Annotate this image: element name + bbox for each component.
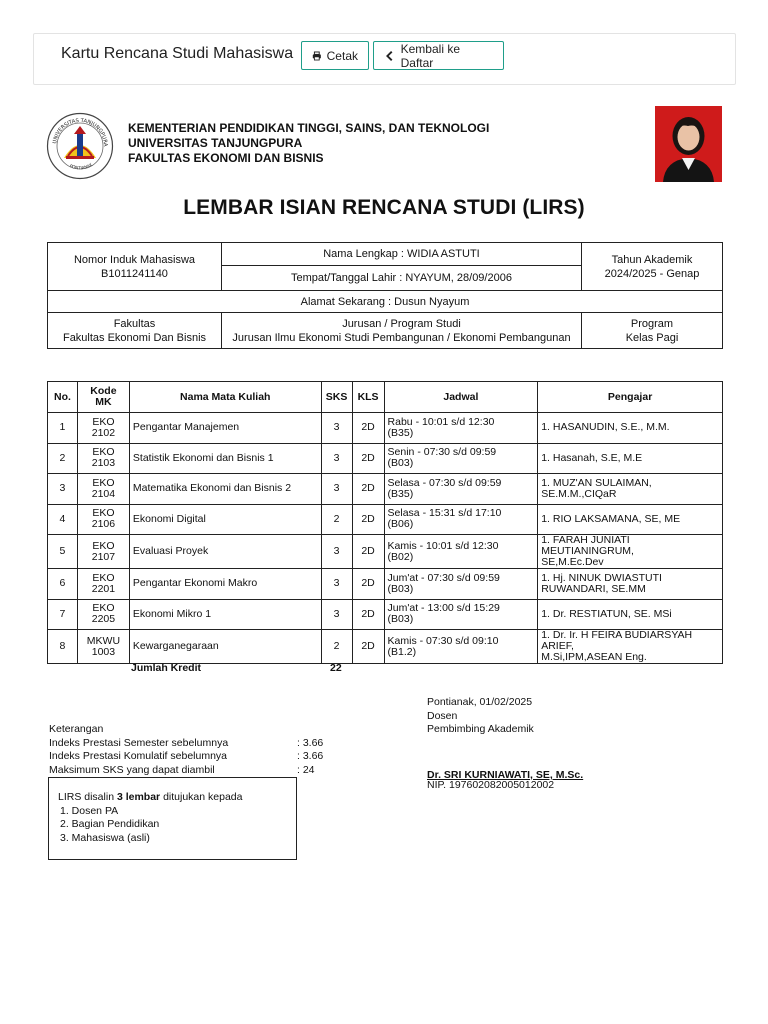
- ips-row: Indeks Prestasi Semester sebelumnya : 3.66: [49, 736, 324, 749]
- nim-value: B1011241140: [101, 267, 168, 280]
- course-schedule: Jum'at - 07:30 s/d 09:59 (B03): [384, 569, 538, 600]
- page-title: Kartu Rencana Studi Mahasiswa: [61, 45, 294, 62]
- university-logo: [46, 112, 114, 180]
- academic-year-value: 2024/2025 - Genap: [604, 267, 700, 280]
- course-schedule: Jum'at - 13:00 s/d 15:29 (B03): [384, 599, 538, 630]
- course-lecturer: 1. RIO LAKSAMANA, SE, ME: [538, 504, 723, 535]
- course-name: Kewarganegaraan: [129, 630, 321, 664]
- course-code: EKO 2102: [77, 413, 129, 444]
- major-value: Jurusan Ilmu Ekonomi Studi Pembangunan / Ekonomi Pembangunan: [232, 331, 571, 344]
- course-class: 2D: [352, 443, 384, 474]
- total-credits-value: 22: [330, 662, 342, 674]
- col-header-code: Kode MK: [77, 382, 129, 413]
- course-code: EKO 2104: [77, 474, 129, 505]
- course-schedule: Selasa - 15:31 s/d 17:10 (B06): [384, 504, 538, 535]
- address: Alamat Sekarang : Dusun Nyayum: [300, 295, 470, 308]
- copies-box: [48, 777, 297, 860]
- course-schedule: Kamis - 10:01 s/d 12:30 (B02): [384, 535, 538, 569]
- table-row: [48, 599, 723, 630]
- row-number: 2: [48, 443, 78, 474]
- program-label: Program: [630, 317, 674, 330]
- course-sks: 3: [321, 474, 352, 505]
- course-code: EKO 2106: [77, 504, 129, 535]
- course-table: [47, 381, 723, 664]
- course-sks: 3: [321, 535, 352, 569]
- course-class: 2D: [352, 413, 384, 444]
- course-name: Ekonomi Digital: [129, 504, 321, 535]
- course-lecturer: 1. Hasanah, S.E, M.E: [538, 443, 723, 474]
- faculty-label: Fakultas: [113, 317, 156, 330]
- notes-title: Keterangan: [49, 723, 104, 735]
- total-credits-label: Jumlah Kredit: [131, 662, 202, 674]
- course-lecturer: 1. HASANUDIN, S.E., M.M.: [538, 413, 723, 444]
- table-row: [48, 504, 723, 535]
- address-cell: [48, 290, 722, 313]
- course-schedule: Rabu - 10:01 s/d 12:30 (B35): [384, 413, 538, 444]
- col-header-no: No.: [48, 382, 78, 413]
- back-to-list-button[interactable]: [373, 41, 504, 70]
- course-name: Pengantar Manajemen: [129, 413, 321, 444]
- course-class: 2D: [352, 630, 384, 664]
- course-class: 2D: [352, 474, 384, 505]
- logo-text-bottom: PONTIANAK: [69, 161, 94, 171]
- advisor-nip: NIP. 197602082005012002: [427, 779, 555, 791]
- course-sks: 3: [321, 599, 352, 630]
- table-row: [48, 630, 723, 664]
- course-name: Evaluasi Proyek: [129, 535, 321, 569]
- course-code: EKO 2103: [77, 443, 129, 474]
- back-label: Kembali ke Daftar: [400, 41, 460, 70]
- nim-cell: [48, 243, 222, 290]
- copy-recipient: 1. Dosen PA: [60, 804, 119, 817]
- course-name: Ekonomi Mikro 1: [129, 599, 321, 630]
- course-lecturer: 1. Dr. Ir. H FEIRA BUDIARSYAH ARIEF, M.Si,IPM,ASEAN Eng.: [538, 630, 723, 664]
- institution-header: [128, 121, 489, 166]
- row-number: 7: [48, 599, 78, 630]
- program-cell: [582, 313, 722, 348]
- major-label: Jurusan / Program Studi: [342, 317, 461, 330]
- place-date: Pontianak, 01/02/2025: [427, 696, 533, 708]
- advisor-name: Dr. SRI KURNIAWATI, SE, M.Sc.: [427, 769, 584, 781]
- action-card: [33, 33, 736, 85]
- row-number: 6: [48, 569, 78, 600]
- signature-block: [427, 696, 584, 791]
- course-code: EKO 2201: [77, 569, 129, 600]
- course-lecturer: 1. Dr. RESTIATUN, SE. MSi: [538, 599, 723, 630]
- student-name: Nama Lengkap : WIDIA ASTUTI: [323, 248, 480, 260]
- print-button[interactable]: [301, 41, 369, 70]
- col-header-schedule: Jadwal: [384, 382, 538, 413]
- student-info-table: [47, 242, 723, 349]
- logo-text-top: UNIVERSITAS TANJUNGPURA: [52, 117, 109, 147]
- course-lecturer: 1. FARAH JUNIATI MEUTIANINGRUM, SE,M.Ec.Dev: [538, 535, 723, 569]
- course-schedule: Selasa - 07:30 s/d 09:59 (B35): [384, 474, 538, 505]
- row-number: 1: [48, 413, 78, 444]
- course-class: 2D: [352, 504, 384, 535]
- course-name: Matematika Ekonomi dan Bisnis 2: [129, 474, 321, 505]
- course-sks: 3: [321, 443, 352, 474]
- course-lecturer: 1. Hj. NINUK DWIASTUTI RUWANDARI, SE.MM: [538, 569, 723, 600]
- copy-recipient: 3. Mahasiswa (asli): [60, 831, 150, 844]
- academic-year-cell: [582, 243, 722, 290]
- print-icon: [312, 50, 322, 62]
- col-header-lecturer: Pengajar: [538, 382, 723, 413]
- notes-section: [49, 723, 323, 777]
- course-code: EKO 2205: [77, 599, 129, 630]
- row-number: 5: [48, 535, 78, 569]
- col-header-sks: SKS: [321, 382, 352, 413]
- col-header-kls: KLS: [352, 382, 384, 413]
- table-row: [48, 474, 723, 505]
- ipk-row: Indeks Prestasi Komulatif sebelumnya : 3.66: [49, 750, 324, 762]
- course-class: 2D: [352, 599, 384, 630]
- university-name: UNIVERSITAS TANJUNGPURA: [128, 136, 303, 150]
- chevron-left-icon: [384, 50, 396, 62]
- table-row: [48, 535, 723, 569]
- row-number: 4: [48, 504, 78, 535]
- major-cell: [222, 313, 582, 348]
- advisor-role-line1: Dosen: [427, 709, 458, 722]
- copy-recipient: 2. Bagian Pendidikan: [60, 818, 160, 830]
- course-sks: 3: [321, 569, 352, 600]
- ministry-name: KEMENTERIAN PENDIDIKAN TINGGI, SAINS, DAN TEKNOLOGI: [128, 121, 490, 135]
- course-lecturer: 1. MUZ'AN SULAIMAN, SE.M.M.,CIQaR: [538, 474, 723, 505]
- course-name: Pengantar Ekonomi Makro: [129, 569, 321, 600]
- course-sks: 2: [321, 630, 352, 664]
- faculty-cell: [48, 313, 222, 348]
- table-row: [48, 569, 723, 600]
- program-value: Kelas Pagi: [625, 331, 679, 344]
- faculty-value: Fakultas Ekonomi Dan Bisnis: [62, 331, 207, 344]
- course-schedule: Kamis - 07:30 s/d 09:10 (B1.2): [384, 630, 538, 664]
- course-class: 2D: [352, 535, 384, 569]
- advisor-role-line2: Pembimbing Akademik: [427, 723, 534, 735]
- table-row: [48, 443, 723, 474]
- document-title: LEMBAR ISIAN RENCANA STUDI (LIRS): [183, 196, 585, 219]
- print-label: Cetak: [326, 48, 358, 63]
- academic-year-label: Tahun Akademik: [611, 253, 693, 266]
- faculty-name: FAKULTAS EKONOMI DAN BISNIS: [128, 151, 324, 165]
- col-header-course: Nama Mata Kuliah: [129, 382, 321, 413]
- course-sks: 3: [321, 413, 352, 444]
- birth-cell: [222, 266, 582, 290]
- course-code: EKO 2107: [77, 535, 129, 569]
- row-number: 3: [48, 474, 78, 505]
- row-number: 8: [48, 630, 78, 664]
- max-sks-row: Maksimum SKS yang dapat diambil : 24: [49, 763, 315, 776]
- student-photo: [655, 106, 722, 182]
- course-name: Statistik Ekonomi dan Bisnis 1: [129, 443, 321, 474]
- course-schedule: Senin - 07:30 s/d 09:59 (B03): [384, 443, 538, 474]
- copies-intro: LIRS disalin 3 lembar ditujukan kepada: [58, 791, 243, 803]
- birth-info: Tempat/Tanggal Lahir : NYAYUM, 28/09/2006: [291, 272, 512, 284]
- table-row: [48, 413, 723, 444]
- course-sks: 2: [321, 504, 352, 535]
- nim-label: Nomor Induk Mahasiswa: [73, 253, 196, 266]
- name-cell: [222, 243, 582, 266]
- course-class: 2D: [352, 569, 384, 600]
- course-code: MKWU 1003: [77, 630, 129, 664]
- table-header-row: [48, 382, 723, 413]
